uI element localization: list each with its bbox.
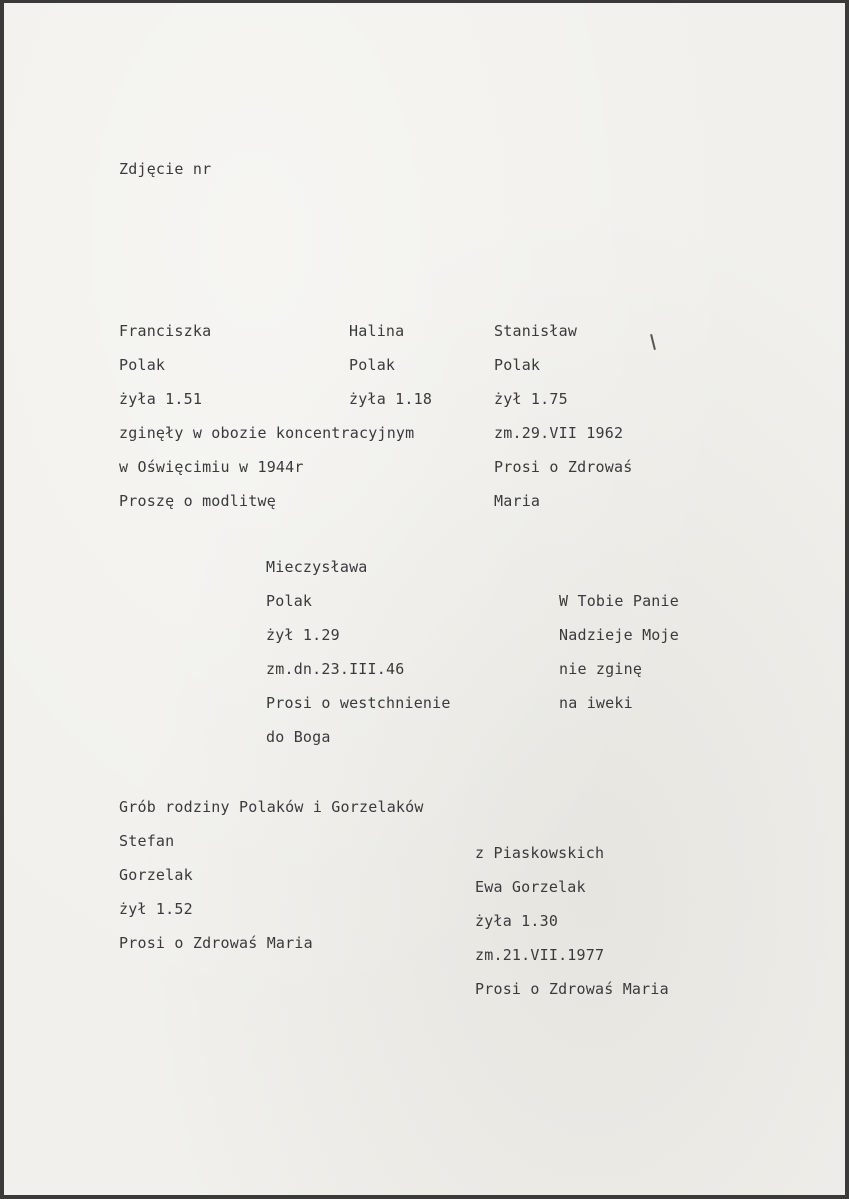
- document-page: [4, 3, 845, 1195]
- col3-line-2: Polak: [494, 356, 541, 374]
- col3-line-3: żył 1.75: [494, 390, 568, 408]
- col1-line-1: Franciszka: [119, 322, 212, 340]
- pen-mark: [650, 334, 656, 350]
- col1-line-5: w Oświęcimiu w 1944r: [119, 458, 304, 476]
- mid-right-line-4: na iweki: [559, 694, 633, 712]
- mid-left-line-2: Polak: [266, 592, 313, 610]
- grave-right-line-4: zm.21.VII.1977: [475, 946, 605, 964]
- col3-line-6: Maria: [494, 492, 541, 510]
- col1-line-4: zginęły w obozie koncentracyjnym: [119, 424, 415, 442]
- mid-left-line-5: Prosi o westchnienie: [266, 694, 451, 712]
- col1-line-6: Proszę o modlitwę: [119, 492, 276, 510]
- mid-right-line-3: nie zginę: [559, 660, 643, 678]
- grave-title: Grób rodziny Polaków i Gorzelaków: [119, 798, 424, 816]
- grave-left-line-2: Gorzelak: [119, 866, 193, 884]
- photo-number-label: Zdjęcie nr: [119, 160, 212, 178]
- col2-line-3: żyła 1.18: [349, 390, 433, 408]
- grave-right-line-2: Ewa Gorzelak: [475, 878, 586, 896]
- grave-left-line-3: żył 1.52: [119, 900, 193, 918]
- grave-left-line-1: Stefan: [119, 832, 175, 850]
- grave-right-line-1: z Piaskowskich: [475, 844, 605, 862]
- mid-left-line-1: Mieczysława: [266, 558, 368, 576]
- col3-line-5: Prosi o Zdrowaś: [494, 458, 633, 476]
- col3-line-1: Stanisław: [494, 322, 578, 340]
- mid-left-line-6: do Boga: [266, 728, 331, 746]
- mid-left-line-3: żył 1.29: [266, 626, 340, 644]
- col2-line-1: Halina: [349, 322, 405, 340]
- mid-right-line-2: Nadzieje Moje: [559, 626, 679, 644]
- mid-left-line-4: zm.dn.23.III.46: [266, 660, 405, 678]
- grave-right-line-5: Prosi o Zdrowaś Maria: [475, 980, 669, 998]
- mid-right-line-1: W Tobie Panie: [559, 592, 679, 610]
- grave-left-line-4: Prosi o Zdrowaś Maria: [119, 934, 313, 952]
- col1-line-2: Polak: [119, 356, 166, 374]
- grave-right-line-3: żyła 1.30: [475, 912, 559, 930]
- col2-line-2: Polak: [349, 356, 396, 374]
- col1-line-3: żyła 1.51: [119, 390, 203, 408]
- col3-line-4: zm.29.VII 1962: [494, 424, 624, 442]
